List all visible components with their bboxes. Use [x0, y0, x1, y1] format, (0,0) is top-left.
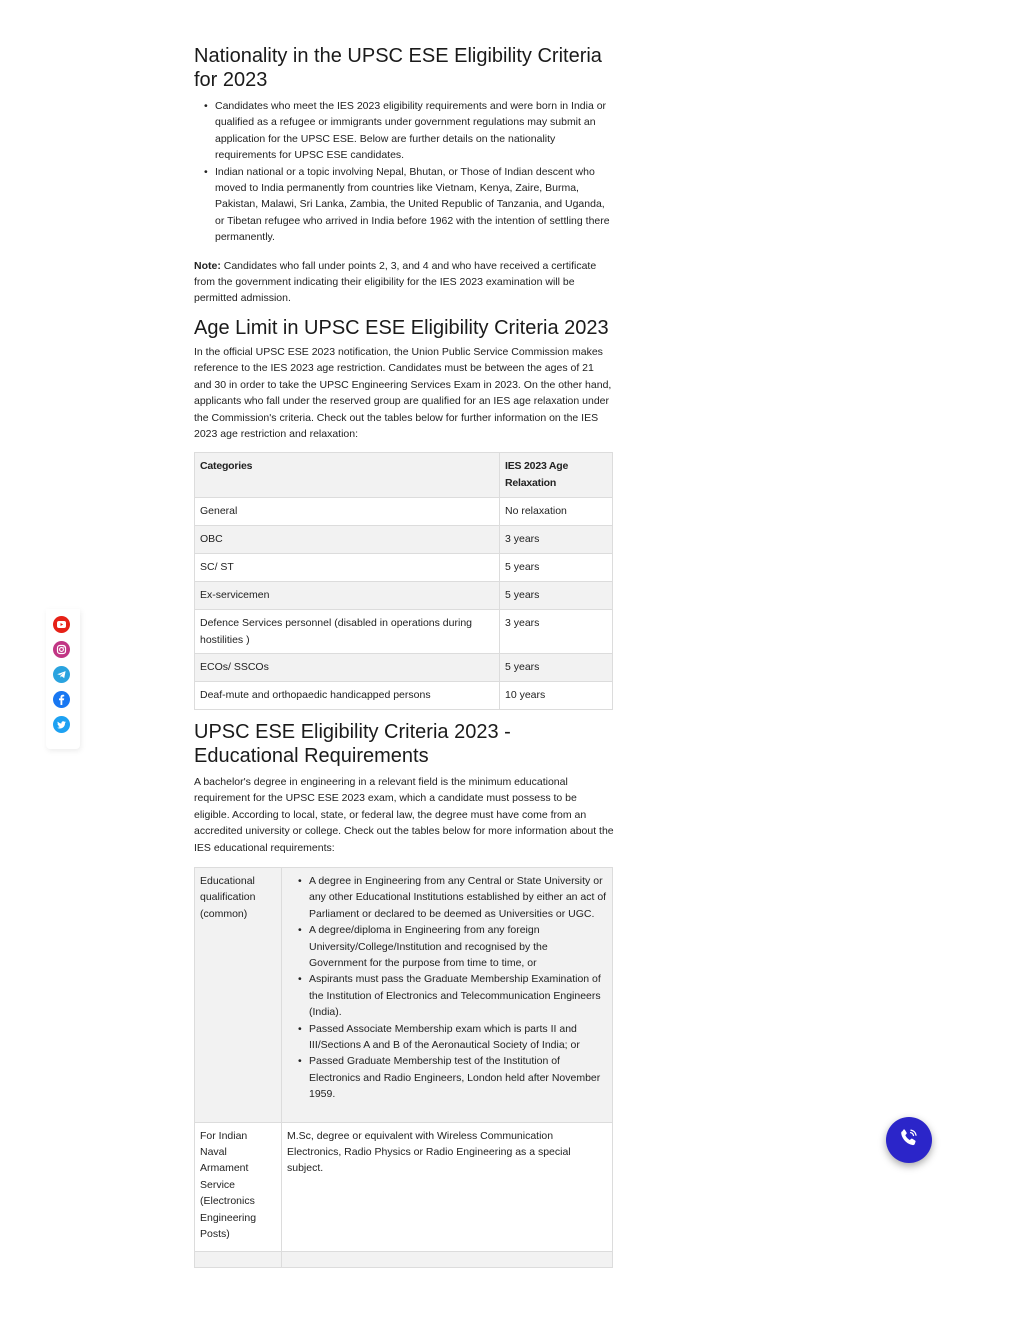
- table-row: [195, 498, 613, 526]
- twitter-icon[interactable]: [53, 716, 70, 733]
- note-label: Note:: [194, 259, 221, 272]
- table-cell: No relaxation: [500, 498, 613, 526]
- list-item: • Passed Associate Membership exam which is parts II and III/Sections A and B of the Aeronautical Society of India; or: [309, 1021, 607, 1054]
- phone-icon: [897, 1126, 921, 1155]
- list-item: • A degree in Engineering from any Central or State University or any other Educational Institutions established by either an act of Parliament or declared to be deemed as Universities or UGC.: [309, 873, 607, 922]
- table-cell: [195, 1251, 282, 1267]
- table-cell: 3 years: [500, 610, 613, 654]
- list-item: • Indian national or a topic involving Nepal, Bhutan, or Those of Indian descent who moved to India permanently from countries like Vietnam, Kenya, Zaire, Burma, Pakistan, Malawi, Sri Lanka, Zambia, the United Republic of Tanzania, and Uganda, or Tibetan refugee who arrived in India before 1962 with the intention of settling there permanently.: [215, 164, 614, 246]
- table-cell: 5 years: [500, 582, 613, 610]
- table-row: [195, 582, 613, 610]
- table-row: [195, 554, 613, 582]
- table-header-row: [195, 453, 613, 498]
- table-cell: 3 years: [500, 526, 613, 554]
- table-row: [195, 610, 613, 654]
- table-cell: OBC: [195, 526, 500, 554]
- education-heading: UPSC ESE Eligibility Criteria 2023 - Educational Requirements: [194, 720, 511, 767]
- list-item: • Passed Graduate Membership test of the Institution of Electronics and Radio Engineers, London held after November 1959.: [309, 1053, 607, 1102]
- article-content: [194, 44, 614, 1268]
- note-text: Candidates who fall under points 2, 3, and 4 and who have received a certificate from the government indicating their eligibility for the IES 2023 examination will be permitted admission.: [194, 259, 597, 305]
- age-limit-heading: Age Limit in UPSC ESE Eligibility Criteria 2023: [194, 316, 609, 339]
- age-limit-paragraph: In the official UPSC ESE 2023 notification, the Union Public Service Commission makes reference to the IES 2023 age restriction. Candidates must be between the ages of 21 and 30 in order to take the UPSC Engineering Services Exam in 2023. On the other hand, applicants who fall under the reserved group are qualified for an IES age relaxation under the Commission's criteria. Check out the tables below for further information on the IES 2023 age restriction and relaxation:: [194, 345, 612, 440]
- table-row: [195, 1251, 613, 1267]
- instagram-icon[interactable]: [53, 641, 70, 658]
- youtube-icon[interactable]: [53, 616, 70, 633]
- nationality-list: [194, 98, 614, 246]
- list-item: • Candidates who meet the IES 2023 eligibility requirements and were born in India or qualified as a refugee or immigrants under government regulations may submit an application for the UPSC ESE. Below are further details on the nationality requirements for UPSC ESE candidates.: [215, 98, 614, 164]
- list-item: • A degree/diploma in Engineering from any foreign University/College/Institution and recognised by the Government for the purpose from time to time, or: [309, 922, 607, 971]
- table-row: [195, 867, 613, 1122]
- table-row: [195, 681, 613, 709]
- table-cell: Ex-servicemen: [195, 582, 500, 610]
- table-cell: 10 years: [500, 681, 613, 709]
- qualification-list: [287, 873, 607, 1103]
- nationality-heading: Nationality in the UPSC ESE Eligibility Criteria for 2023: [194, 45, 602, 91]
- facebook-icon[interactable]: [53, 691, 70, 708]
- table-cell: For Indian Naval Armament Service (Electronics Engineering Posts): [195, 1122, 282, 1251]
- list-item: • Aspirants must pass the Graduate Membership Examination of the Institution of Electronics and Telecommunication Engineers (India).: [309, 971, 607, 1020]
- education-paragraph: A bachelor's degree in engineering in a relevant field is the minimum educational requirement for the UPSC ESE 2023 exam, which a candidate must possess to be eligible. According to local, state, or federal law, the degree must have come from an accredited university or college. Check out the tables below for more information about the IES educational requirements:: [194, 775, 614, 854]
- table-cell: Educational qualification (common): [195, 867, 282, 1122]
- nationality-note: [194, 258, 614, 307]
- age-relaxation-table: [194, 452, 613, 710]
- table-cell: ECOs/ SSCOs: [195, 653, 500, 681]
- table-cell: 5 years: [500, 554, 613, 582]
- table-row: [195, 526, 613, 554]
- table-cell: Deaf-mute and orthopaedic handicapped persons: [195, 681, 500, 709]
- table-cell: [282, 867, 613, 1122]
- telegram-icon[interactable]: [53, 666, 70, 683]
- table-cell: SC/ ST: [195, 554, 500, 582]
- table-cell: [282, 1251, 613, 1267]
- table-cell: M.Sc, degree or equivalent with Wireless Communication Electronics, Radio Physics or Radio Engineering as a special subject.: [282, 1122, 613, 1251]
- table-row: [195, 1122, 613, 1251]
- education-table: [194, 867, 613, 1268]
- call-button[interactable]: [886, 1117, 932, 1163]
- social-share-bar: [46, 609, 80, 749]
- table-cell: 5 years: [500, 653, 613, 681]
- column-header: IES 2023 Age Relaxation: [500, 453, 613, 498]
- table-row: [195, 653, 613, 681]
- table-cell: General: [195, 498, 500, 526]
- column-header: Categories: [195, 453, 500, 498]
- table-cell: Defence Services personnel (disabled in operations during hostilities ): [195, 610, 500, 654]
